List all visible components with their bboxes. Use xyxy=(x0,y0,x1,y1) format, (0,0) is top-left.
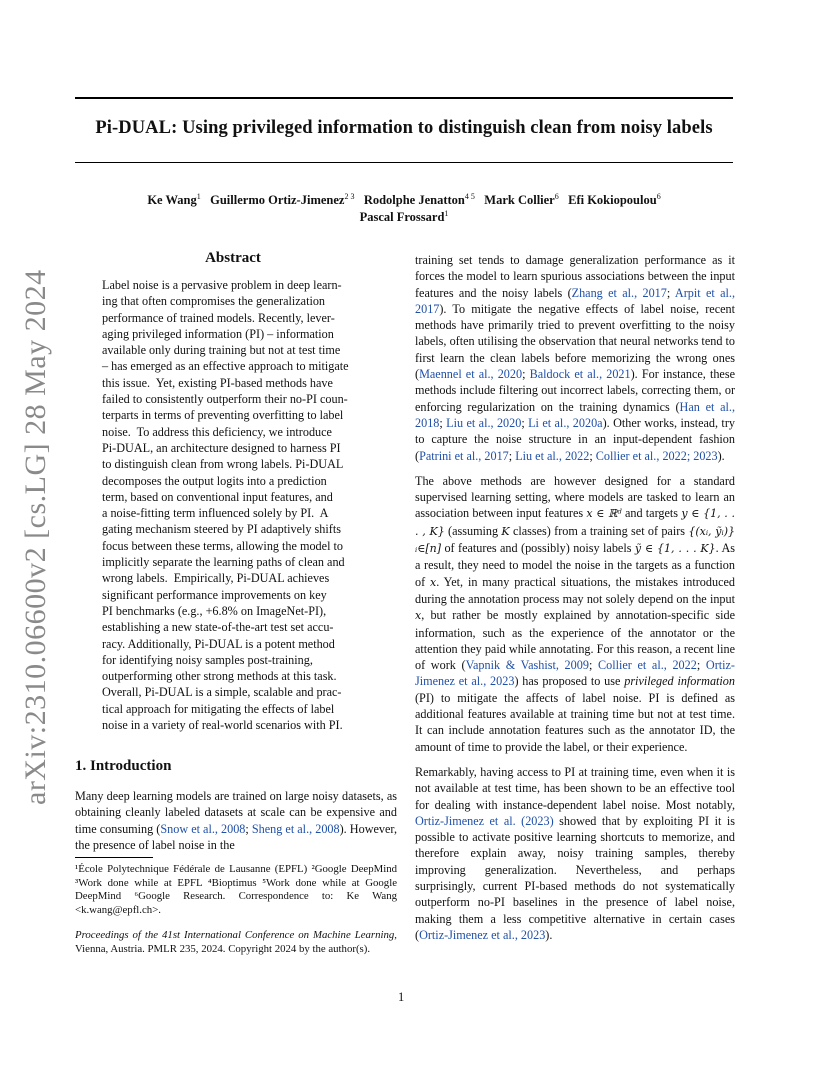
abstract-line: gating mechanism steered by PI adaptively shifts xyxy=(102,522,341,537)
author-name: Efi Kokiopoulou xyxy=(568,193,657,208)
paragraph: training set tends to damage generalization performance as it forces the model to learn spurious associations between the input features and the noisy labels (Zhang et al., 2017; Arpit et al., 2017). To mitigate the negative effects of label noise, recent methods have primarily tried to prevent overfitting to the noisy labels, often utilising the observation that neural networks tend to first learn the clean labels before memorizing the wrong ones (Maennel et al., 2020; Baldock et al., 2021). For instance, these methods include filtering out incorrect labels, correcting them, or enforcing regularization on the training dynamics (Han et al., 2018; Liu et al., 2020; Li et al., 2020a). Other works, instead, try to capture the noise structure in an input-dependent fashion (Patrini et al., 2017; Liu et al., 2022; Collier et al., 2022; 2023). xyxy=(415,253,736,463)
abstract-line: PI benchmarks (e.g., +6.8% on ImageNet-PI), xyxy=(102,603,327,618)
citation-link[interactable]: Vapnik & Vashist, 2009 xyxy=(465,658,589,673)
abstract-line: decomposes the output logits into a prediction xyxy=(102,473,327,488)
abstract-line: failed to consistently outperform their no-PI coun- xyxy=(102,392,348,407)
math-inline: x xyxy=(430,575,437,589)
abstract-line: tical approach for mitigating the effects of label xyxy=(102,701,335,716)
paper-title: Pi-DUAL: Using privileged information to distinguish clean from noisy labels xyxy=(95,118,713,138)
abstract-line: aging privileged information (PI) – information xyxy=(102,326,334,341)
citation-link[interactable]: Li et al., 2020a xyxy=(528,415,603,430)
proceedings-notice: Proceedings of the 41st International Conference on Machine Learning, Vienna, Austria. PMLR 235, 2024. Copyright 2024 by the author(s). xyxy=(75,929,397,955)
abstract-line: noise. To address this deficiency, we introduce xyxy=(102,424,332,439)
abstract-line: for identifying noisy samples post-training, xyxy=(102,652,313,667)
abstract-line: a noise-fitting term influenced solely by PI. A xyxy=(102,506,329,521)
citation-link[interactable]: Snow et al., 2008 xyxy=(160,821,246,836)
abstract-line: noise in a variety of real-world scenarios with PI. xyxy=(102,718,343,733)
abstract-line: Pi-DUAL, an architecture designed to harness PI xyxy=(102,440,341,455)
abstract-line: performance of trained models. Recently, lever- xyxy=(102,310,335,325)
abstract-line: racy. Additionally, Pi-DUAL is a potent method xyxy=(102,636,335,651)
paragraph: Remarkably, having access to PI at training time, even when it is not available at test time, has been shown to be an effective tool for dealing with instance-dependent label noise. Most notably, Ortiz-Jimenez et al. (2023) showed that by exploiting PI it is possible to activate positive learning shortcuts to memorize, and therefore explain away, noisy training samples, thereby improving generalization. Nevertheless, and perhaps surprisingly, current PI-based methods do not systematically outperform no-PI baselines in the presence of label noise, making them a less competitive alternative in certain cases (Ortiz-Jimenez et al., 2023). xyxy=(415,764,735,942)
title-top-rule xyxy=(75,97,733,99)
introduction-paragraph: Many deep learning models are trained on large noisy datasets, as obtaining cleanly labeled datasets at scale can be expensive and time consuming (Snow et al., 2008; Sheng et al., 2008). However, the presence of label noise in the xyxy=(75,789,398,852)
abstract-line: wrong labels. Empirically, Pi-DUAL achieves xyxy=(102,571,330,586)
citation-link[interactable]: Sheng et al., 2008 xyxy=(251,821,340,836)
citation-link[interactable]: Ortiz-Jimenez et al., 2023 xyxy=(415,658,735,689)
citation-link[interactable]: Maennel et al., 2020 xyxy=(419,367,523,382)
math-inline: K xyxy=(501,524,510,538)
emphasis: privileged information xyxy=(624,674,735,689)
footnote-divider xyxy=(75,857,153,858)
arxiv-identifier-stamp: arXiv:2310.06600v2 [cs.LG] 28 May 2024 xyxy=(19,269,52,805)
section-heading-introduction: 1. Introduction xyxy=(75,758,172,774)
author-name: Pascal Frossard xyxy=(359,210,445,225)
author-line-1: Ke Wang$^1$ Guillermo Ortiz-Jimenez$^{2 3}$ Rodolphe Jenatton$^{4 5}$ Mark Collier$^6$ Efi Kokiopoulou$^6$ xyxy=(147,192,661,208)
abstract-line: term, based on conventional input features, and xyxy=(102,489,333,504)
author-name: Guillermo Ortiz-Jimenez xyxy=(210,193,345,208)
citation-link[interactable]: Ortiz-Jimenez et al. (2023) xyxy=(415,813,554,828)
abstract-line: – has emerged as an effective approach to mitigate xyxy=(102,359,349,374)
citation-link[interactable]: Collier et al., 2022; 2023 xyxy=(595,448,718,463)
abstract-line: ing that often compromises the generalization xyxy=(102,294,326,309)
citation-link[interactable]: Patrini et al., 2017 xyxy=(419,448,509,463)
citation-link[interactable]: Collier et al., 2022 xyxy=(597,658,697,673)
abstract-line: significant performance improvements on key xyxy=(102,587,327,602)
affiliations-footnote: ¹École Polytechnique Fédérale de Lausanne (EPFL) ²Google DeepMind ³Work done while at EPFL ⁴Bioptimus ⁵Work done while at Google DeepMind ⁶Google Research. Correspondence to: Ke Wang <k.wang@epfl.ch>. xyxy=(75,863,397,916)
page-number: 1 xyxy=(398,990,405,1004)
abstract-line: terparts in terms of preventing overfitting to label xyxy=(102,408,344,423)
abstract-line: Label noise is a pervasive problem in deep learn- xyxy=(102,278,342,292)
author-name: Ke Wang xyxy=(147,193,197,208)
citation-link[interactable]: Ortiz-Jimenez et al., 2023 xyxy=(419,927,546,942)
citation-link[interactable]: Baldock et al., 2021 xyxy=(529,367,631,382)
abstract-line: implicitly separate the learning paths of clean and xyxy=(102,555,345,570)
math-inline: x xyxy=(415,609,422,623)
math-inline: x ∈ ℝᵈ xyxy=(586,507,622,521)
citation-link[interactable]: Arpit et al., 2017 xyxy=(415,285,736,316)
author-line-2: Pascal Frossard$^1$ xyxy=(359,209,449,225)
citation-link[interactable]: Zhang et al., 2017 xyxy=(571,285,667,300)
citation-link[interactable]: Liu et al., 2020 xyxy=(446,415,522,430)
right-column xyxy=(415,252,735,943)
citation-link[interactable]: Liu et al., 2022 xyxy=(515,448,590,463)
abstract-line: outperforming other strong methods at this task. xyxy=(102,669,337,684)
math-inline: {(xᵢ, ỹᵢ)}ᵢ∈[n] xyxy=(415,524,735,556)
math-inline: ỹ ∈ {1, . . . K} xyxy=(634,542,716,556)
title-bottom-rule xyxy=(75,162,733,163)
abstract-line: to distinguish clean from wrong labels. Pi-DUAL xyxy=(102,457,344,472)
abstract-line: available only during training but not at test time xyxy=(102,343,341,358)
abstract-body xyxy=(102,277,370,733)
author-name: Rodolphe Jenatton xyxy=(363,193,465,208)
paragraph: The above methods are however designed for a standard supervised learning setting, where models are tasked to learn an association between input features x ∈ ℝᵈ and targets y ∈ {1, . . . , K} (assuming K classes) from a training set of pairs {(xᵢ, ỹᵢ)}ᵢ∈[n] of features and (possibly) noisy labels ỹ ∈ {1, . . . K}. As a result, they need to model the noise in the targets as a function of x. Yet, in many practical situations, the mistakes introduced during the annotation process may not solely depend on the input x, but rather be mostly explained by annotation-specific side information, such as the experience of the annotator or the attention they paid while annotating. For this reason, a recent line of work (Vapnik & Vashist, 2009; Collier et al., 2022; Ortiz-Jimenez et al., 2023) has proposed to use privileged information (PI) to mitigate the affects of label noise. PI is defined as additional features available at training time but not at test time. It can include annotation features such as the annotator ID, the amount of time to provide the label, or their experience. xyxy=(415,473,736,754)
abstract-line: focus between these terms, allowing the model to xyxy=(102,538,343,553)
abstract-line: this issue. Yet, existing PI-based methods have xyxy=(102,375,333,390)
abstract-heading: Abstract xyxy=(205,250,261,266)
abstract-line: establishing a new state-of-the-art test set accu- xyxy=(102,620,334,635)
author-name: Mark Collier xyxy=(484,193,555,208)
citation-link[interactable]: Han et al., 2018 xyxy=(415,399,735,430)
math-inline: y ∈ {1, . . . , K} xyxy=(415,507,735,538)
abstract-line: Overall, Pi-DUAL is a simple, scalable and prac- xyxy=(102,685,342,700)
